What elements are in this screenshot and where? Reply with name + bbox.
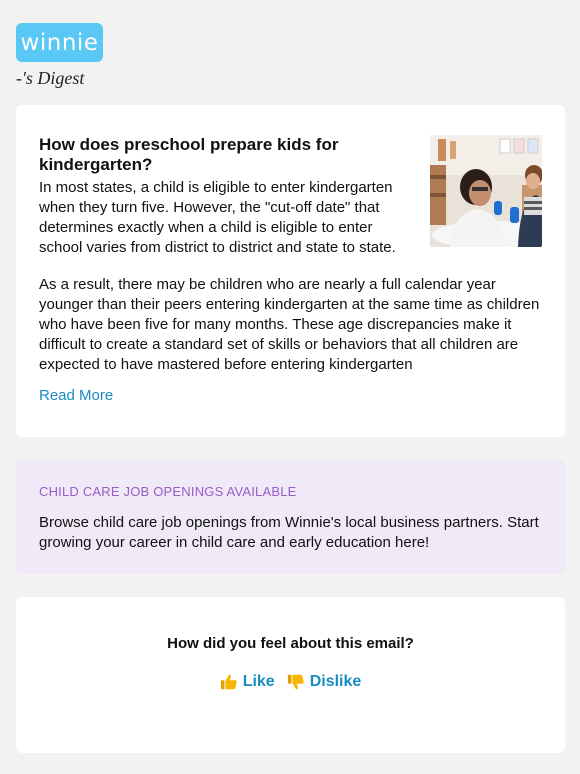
feedback-question: How did you feel about this email? — [167, 635, 414, 652]
dislike-label: Dislike — [309, 673, 362, 690]
thumbs-down-icon — [287, 673, 305, 691]
article-paragraph-2: As a result, there may be children who are nearly a full calendar year younger than their peers entering kindergarten at the same time as children who have been five for many months. These age discrepancies make it difficult to create a standard set of skills or behaviors that all children are expected to have mastered before entering kindergarten — [39, 276, 540, 373]
like-label: Like — [242, 673, 275, 690]
thumbs-up-icon — [220, 673, 238, 691]
job-openings-card[interactable] — [16, 460, 565, 574]
feedback-buttons — [16, 673, 565, 691]
digest-title: -'s Digest — [16, 68, 85, 88]
article-title[interactable]: How does preschool prepare kids for kindergarten? — [39, 135, 339, 174]
article-paragraph-1: In most states, a child is eligible to enter kindergarten when they turn five. However, the "cut-off date" that determines exactly when a child is eligible to enter school varies from district to district and state to state. — [39, 179, 396, 256]
article-image[interactable] — [430, 135, 542, 247]
like-button[interactable] — [220, 673, 275, 691]
dislike-button[interactable] — [287, 673, 362, 691]
job-openings-title[interactable]: CHILD CARE JOB OPENINGS AVAILABLE — [39, 484, 297, 499]
feedback-card — [16, 597, 565, 753]
read-more-link[interactable]: Read More — [39, 387, 114, 404]
article-card — [16, 105, 565, 437]
winnie-logo[interactable]: winnie — [16, 23, 103, 62]
job-openings-text: Browse child care job openings from Winnie's local business partners. Start growing your career in child care and early education here! — [39, 514, 539, 551]
classroom-photo-icon — [430, 135, 542, 247]
